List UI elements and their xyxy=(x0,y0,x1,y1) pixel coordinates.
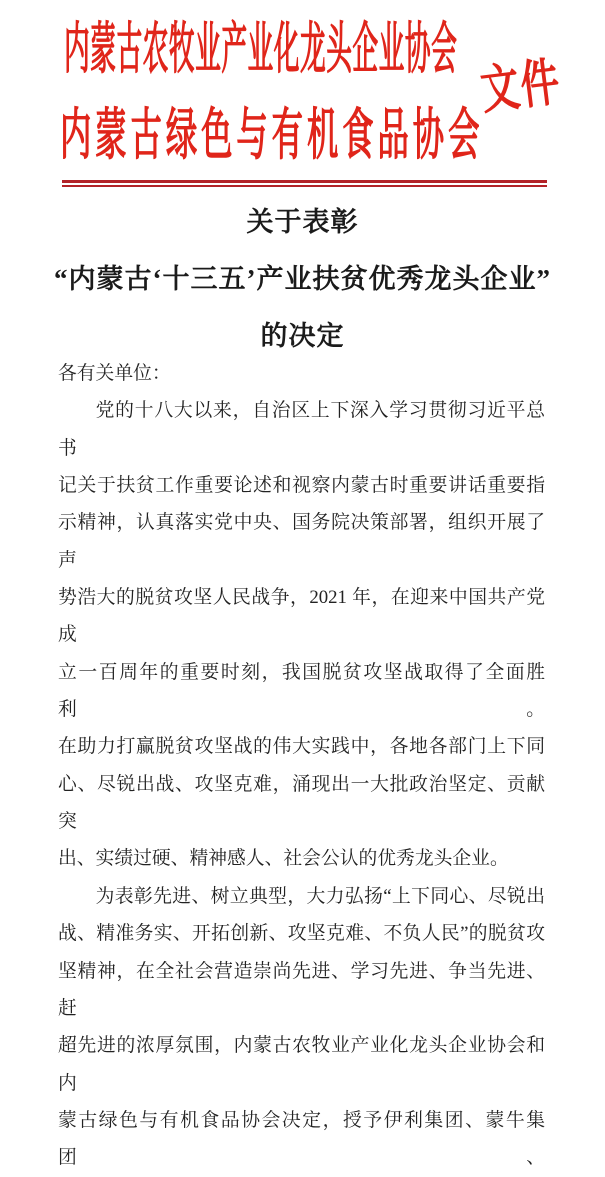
body-line: 立一百周年的重要时刻，我国脱贫攻坚战取得了全面胜利。 xyxy=(58,661,545,721)
body-line: 势浩大的脱贫攻坚人民战争，2021 年，在迎来中国共产党成 xyxy=(58,587,545,646)
title-line-1: 关于表彰 xyxy=(246,207,359,237)
body-line: 为表彰先进、树立典型，大力弘扬“上下同心、尽锐出 xyxy=(95,885,545,907)
letterhead-org-line-1: 内蒙古农牧业产业化龙头企业协会 xyxy=(64,19,458,81)
body-line: 战、精准务实、开拓创新、攻坚克难、不负人民”的脱贫攻 xyxy=(58,923,545,945)
title-line-3: 的决定 xyxy=(260,321,345,351)
body-line: 出、实绩过硬、精神感人、社会公认的优秀龙头企业。 xyxy=(58,848,509,870)
body-line: 示精神，认真落实党中央、国务院决策部署，组织开展了声 xyxy=(58,512,545,571)
letterhead-doc-label: 文件 xyxy=(477,54,565,121)
body-line: 记关于扶贫工作重要论述和视察内蒙古时重要讲话重要指 xyxy=(58,475,545,497)
body-line: 蒙古绿色与有机食品协会决定，授予伊利集团、蒙牛集团、 xyxy=(58,1109,545,1169)
document-body xyxy=(58,355,545,1177)
body-line: 党的十八大以来，自治区上下深入学习贯彻习近平总书 xyxy=(58,400,545,459)
body-paragraphs xyxy=(58,392,545,1176)
document-title xyxy=(0,194,605,365)
title-line-2: “内蒙古‘十三五’产业扶贫优秀龙头企业” xyxy=(54,264,551,294)
body-line: 在助力打赢脱贫攻坚战的伟大实践中，各地各部门上下同 xyxy=(58,736,545,758)
letterhead-org-line-2: 内蒙古绿色与有机食品协会 xyxy=(60,105,484,167)
body-line: 心、尽锐出战、攻坚克难，涌现出一大批政治坚定、贡献突 xyxy=(58,773,545,833)
body-line: 超先进的浓厚氛围，内蒙古农牧业产业化龙头企业协会和内 xyxy=(58,1035,545,1094)
salutation-line: 各有关单位： xyxy=(58,363,171,384)
letterhead-divider-rule xyxy=(62,180,547,187)
body-line: 坚精神，在全社会营造崇尚先进、学习先进、争当先进、赶 xyxy=(58,960,545,1019)
